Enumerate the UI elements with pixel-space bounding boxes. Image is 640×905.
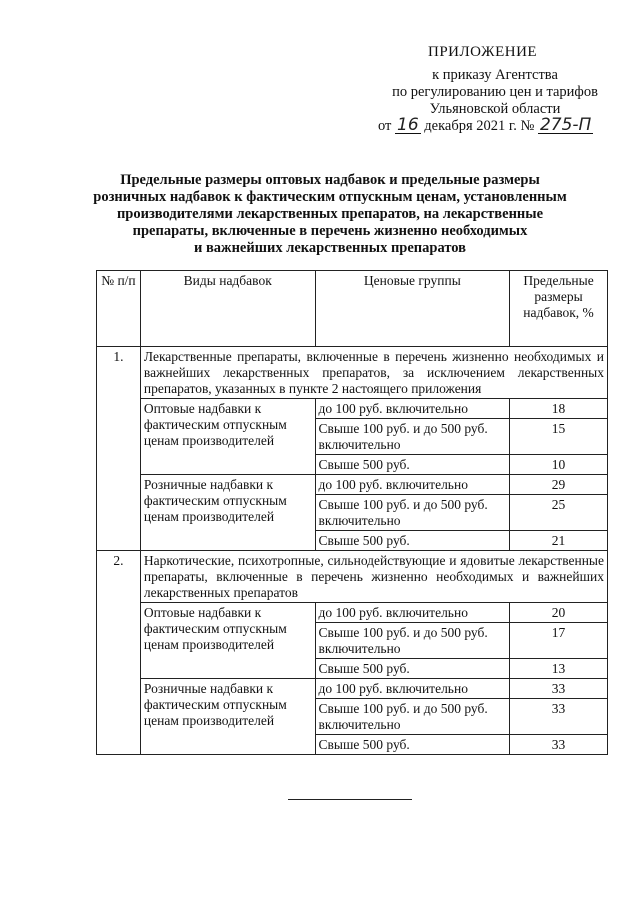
date-middle: декабря 2021 г. №: [424, 118, 535, 134]
title-line-1: Предельные размеры оптовых надбавок и предельные размеры: [120, 172, 540, 188]
end-of-document-rule: [288, 799, 412, 800]
table-row: [97, 399, 608, 419]
table-header-row: [97, 271, 608, 347]
markup-type: Оптовые надбавки к фактическим отпускным ценам производителей: [140, 399, 315, 475]
limit-value: 15: [510, 419, 608, 455]
price-group: до 100 руб. включительно: [315, 679, 510, 699]
handwritten-day: 16: [397, 115, 419, 135]
markup-type: Розничные надбавки к фактическим отпускным ценам производителей: [140, 679, 315, 755]
section-description: Наркотические, психотропные, сильнодействующие и ядовитые лекарственные препараты, включенные в перечень жизненно необходимых и важнейших лекарственных препаратов: [140, 551, 607, 603]
price-group: Свыше 500 руб.: [315, 659, 510, 679]
limit-value: 29: [510, 475, 608, 495]
col-header-limit: Предельные размеры надбавок, %: [510, 271, 608, 347]
markups-table: [96, 270, 608, 755]
table-row: [97, 603, 608, 623]
order-ref-line-2: по регулированию цен и тарифов: [392, 84, 598, 100]
price-group: Свыше 500 руб.: [315, 455, 510, 475]
limit-value: 17: [510, 623, 608, 659]
title-line-3: производителями лекарственных препаратов, на лекарственные: [116, 206, 544, 222]
limit-value: 20: [510, 603, 608, 623]
price-group: Свыше 500 руб.: [315, 735, 510, 755]
table-row: [97, 679, 608, 699]
section-number: 1.: [97, 347, 141, 551]
date-prefix: от: [378, 118, 392, 134]
document-title: [80, 172, 580, 257]
appendix-label: ПРИЛОЖЕНИЕ: [428, 44, 538, 60]
order-ref-line-3: Ульяновской области: [429, 101, 561, 117]
limit-value: 18: [510, 399, 608, 419]
handwritten-order-number: 275-П: [539, 115, 592, 135]
section-number: 2.: [97, 551, 141, 755]
limit-value: 25: [510, 495, 608, 531]
col-header-price-group: Ценовые группы: [315, 271, 510, 347]
table-row: [97, 475, 608, 495]
markup-type: Оптовые надбавки к фактическим отпускным ценам производителей: [140, 603, 315, 679]
price-group: до 100 руб. включительно: [315, 603, 510, 623]
limit-value: 10: [510, 455, 608, 475]
price-group: Свыше 500 руб.: [315, 531, 510, 551]
order-date-line: [360, 115, 630, 135]
price-group: Свыше 100 руб. и до 500 руб. включительно: [315, 495, 510, 531]
title-line-5: и важнейших лекарственных препаратов: [194, 240, 466, 256]
col-header-markup-type: Виды надбавок: [140, 271, 315, 347]
limit-value: 33: [510, 735, 608, 755]
order-ref-line-1: к приказу Агентства: [432, 67, 558, 83]
price-group: до 100 руб. включительно: [315, 399, 510, 419]
section-row: [97, 347, 608, 399]
price-group: Свыше 100 руб. и до 500 руб. включительно: [315, 419, 510, 455]
limit-value: 13: [510, 659, 608, 679]
limit-value: 33: [510, 679, 608, 699]
title-line-4: препараты, включенные в перечень жизненно необходимых: [132, 223, 528, 239]
appendix-header: [360, 44, 630, 135]
price-group: до 100 руб. включительно: [315, 475, 510, 495]
limit-value: 21: [510, 531, 608, 551]
section-row: [97, 551, 608, 603]
price-group: Свыше 100 руб. и до 500 руб. включительно: [315, 699, 510, 735]
limit-value: 33: [510, 699, 608, 735]
section-description: Лекарственные препараты, включенные в перечень жизненно необходимых и важнейших лекарственных препаратов, за исключением лекарственных препаратов, указанных в пункте 2 настоящего приложения: [140, 347, 607, 399]
price-group: Свыше 100 руб. и до 500 руб. включительно: [315, 623, 510, 659]
title-line-2: розничных надбавок к фактическим отпускным ценам, установленным: [93, 189, 567, 205]
markup-type: Розничные надбавки к фактическим отпускным ценам производителей: [140, 475, 315, 551]
col-header-number: № п/п: [97, 271, 141, 347]
